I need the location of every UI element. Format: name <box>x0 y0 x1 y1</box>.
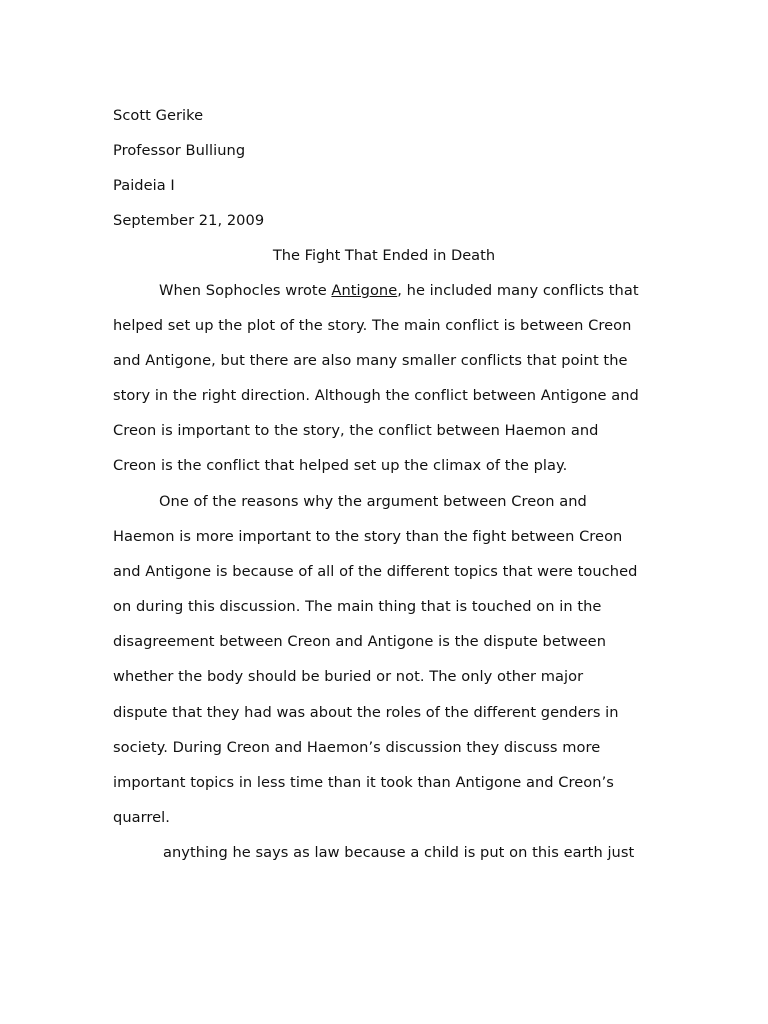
paragraph-2-line-3: and Antigone is because of all of the different topics that were touched <box>113 563 638 580</box>
paragraph-2-line-9: important topics in less time than it took than Antigone and Creon’s <box>113 774 614 791</box>
paragraph-1-line-6: Creon is the conflict that helped set up the climax of the play. <box>113 457 568 474</box>
essay-title: The Fight That Ended in Death <box>272 247 496 264</box>
paragraph-1-line-1-before: When Sophocles wrote <box>159 282 332 299</box>
paragraph-2-line-10: quarrel. <box>113 809 170 826</box>
paragraph-3-line-1: anything he says as law because a child is put on this earth just <box>163 844 635 861</box>
course-name: Paideia I <box>113 177 175 194</box>
paragraph-2-line-5: disagreement between Creon and Antigone is the dispute between <box>113 633 607 650</box>
work-title: Antigone <box>331 282 398 299</box>
paragraph-1-line-3: and Antigone, but there are also many smaller conflicts that point the <box>113 352 628 369</box>
essay-date: September 21, 2009 <box>113 212 265 229</box>
paragraph-2-line-1: One of the reasons why the argument between Creon and <box>159 493 587 510</box>
professor-name: Professor Bulliung <box>113 142 246 159</box>
paragraph-1-line-5: Creon is important to the story, the conflict between Haemon and <box>113 422 599 439</box>
paragraph-1-line-1 <box>159 281 639 301</box>
paragraph-2-line-6: whether the body should be buried or not. The only other major <box>113 668 584 685</box>
paragraph-2-line-8: society. During Creon and Haemon’s discussion they discuss more <box>113 739 601 756</box>
paragraph-1-line-4: story in the right direction. Although the conflict between Antigone and <box>113 387 639 404</box>
paragraph-2-line-7: dispute that they had was about the roles of the different genders in <box>113 704 619 721</box>
paragraph-2-line-2: Haemon is more important to the story than the fight between Creon <box>113 528 623 545</box>
paragraph-1-line-1-after: , he included many conflicts that <box>397 282 639 299</box>
paragraph-2-line-4: on during this discussion. The main thing that is touched on in the <box>113 598 602 615</box>
paragraph-1-line-2: helped set up the plot of the story. The main conflict is between Creon <box>113 317 632 334</box>
author-name: Scott Gerike <box>113 107 204 124</box>
